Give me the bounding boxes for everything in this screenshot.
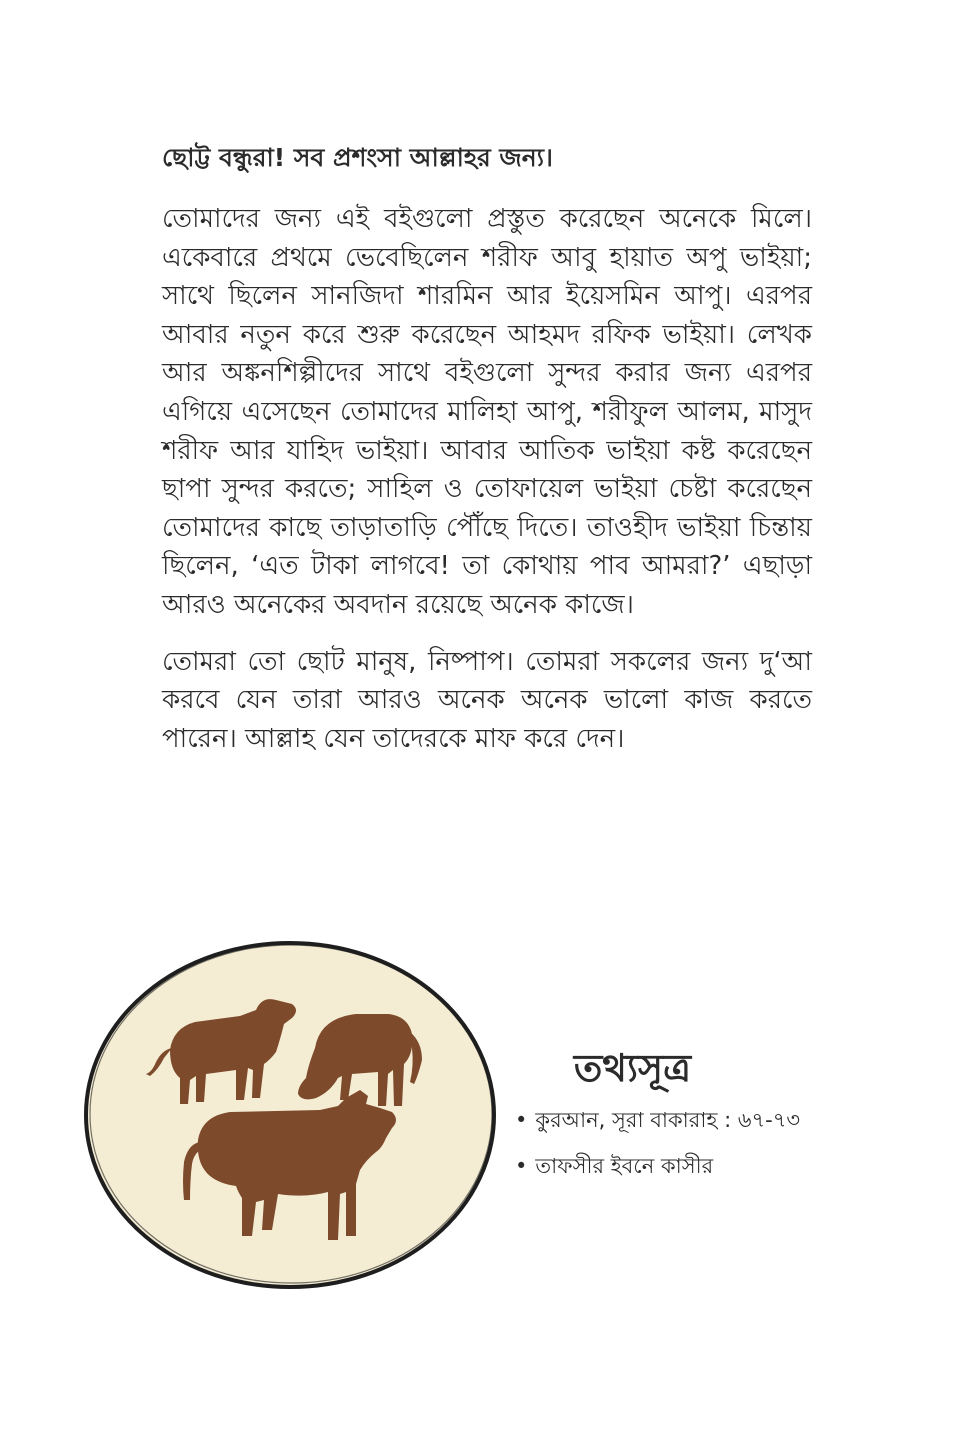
list-item [515,1108,845,1132]
bullet-icon: • [515,1108,528,1132]
sources-list [515,1108,845,1178]
source-text: তাফসীর ইবনে কাসীর [535,1154,714,1178]
paragraph-contributors: তোমাদের জন্য এই বইগুলো প্রস্তুত করেছেন অনেকে মিলে। একেবারে প্রথমে ভেবেছিলেন শরীফ আবু হায়াত অপু ভাইয়া; সাথে ছিলেন সানজিদা শারমিন আর ইয়েসমিন আপু। এরপর আবার নতুন করে শুরু করেছেন আহমদ রফিক ভাইয়া। লেখক আর অঙ্কনশিল্পীদের সাথে বইগুলো সুন্দর করার জন্য এরপর এগিয়ে এসেছেন তোমাদের মালিহা আপু, শরীফুল আলম, মাসুদ শরীফ আর যাহিদ ভাইয়া। আবার আতিক ভাইয়া কষ্ট করেছেন ছাপা সুন্দর করতে; সাহিল ও তোফায়েল ভাইয়া চেষ্টা করেছেন তোমাদের কাছে তাড়াতাড়ি পৌঁছে দিতে। তাওহীদ ভাইয়া চিন্তায় ছিলেন, ‘এত টাকা লাগবে! তা কোথায় পাব আমরা?’ এছাড়া আরও অনেকের অবদান রয়েছে অনেক কাজে। [162,204,812,620]
source-text: কুরআন, সূরা বাকারাহ : ৬৭-৭৩ [535,1108,801,1132]
paragraph-prayer: তোমরা তো ছোট মানুষ, নিষ্পাপ। তোমরা সকলের জন্য দু‘আ করবে যেন তারা আরও অনেক অনেক ভালো কাজ করতে পারেন। আল্লাহ যেন তাদেরকে মাফ করে দেন। [162,646,812,754]
main-text [162,138,812,776]
list-item [515,1154,845,1178]
sources-section [515,1040,845,1200]
sources-title: তথ্যসূত্র [573,1046,692,1090]
bullet-icon: • [515,1154,528,1178]
cows-illustration [70,930,510,1300]
greeting-heading: ছোট্ট বন্ধুরা! সব প্রশংসা আল্লাহর জন্য। [162,143,553,172]
